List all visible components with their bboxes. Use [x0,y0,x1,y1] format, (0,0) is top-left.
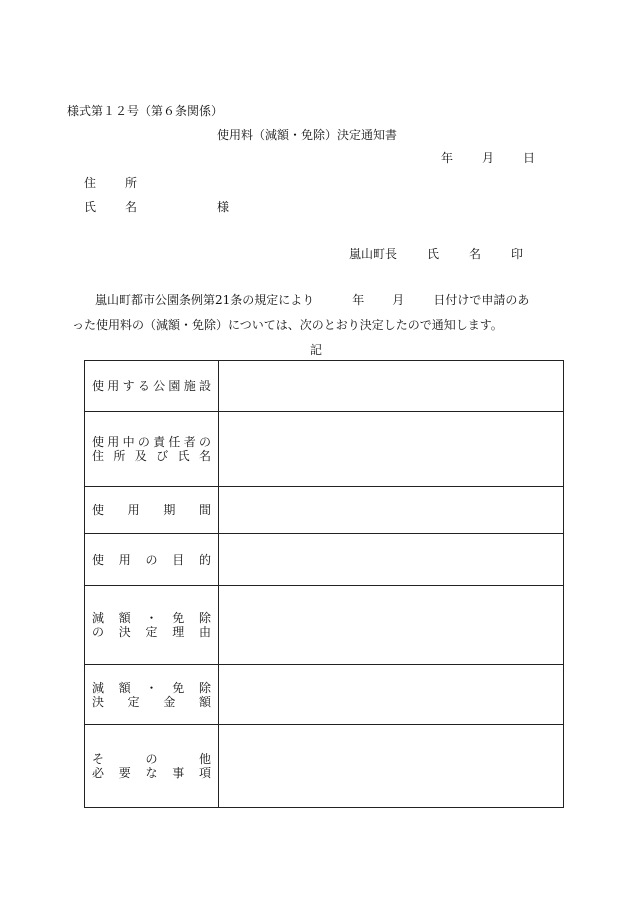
row-label [85,553,218,567]
row-label-char: の [137,435,150,449]
row-label-char: 項 [198,766,211,780]
row-label-cell [85,534,219,586]
row-label-char: 他 [198,752,211,766]
row-label-char: 使 [92,503,105,517]
row-label-line [85,449,218,463]
row-label-char: 氏 [177,449,190,463]
row-label-char: び [156,449,169,463]
date-year: 年 [441,151,454,165]
row-label-char: の [145,752,158,766]
body-line-1 [95,293,529,307]
honorific: 様 [217,200,230,214]
row-label-char: 定 [127,694,140,709]
row-label-char: 減 [92,611,105,625]
body-year: 年 [352,293,365,307]
name-label-char: 名 [125,200,138,214]
row-label-char: 的 [198,552,211,567]
row-label-char: 施 [183,379,196,393]
row-label-char: ・ [145,611,158,625]
row-label-char: の [198,435,211,449]
row-label-char: 由 [198,625,211,639]
issuer-title: 嵐山町長 [349,247,398,261]
row-value-cell[interactable] [219,534,564,586]
row-label-char: 決 [118,625,131,639]
row-label-char: 決 [92,694,105,709]
row-label [85,681,218,709]
table-row [85,665,564,725]
row-value-cell[interactable] [219,412,564,487]
row-label-char: 要 [118,766,131,780]
table-row [85,412,564,487]
row-label-char: 責 [153,435,166,449]
row-label-char: 者 [183,435,196,449]
row-label-char: 使 [92,552,105,567]
row-label-char: 任 [168,435,181,449]
address-label-char: 住 [84,176,97,190]
row-label-char: の [145,552,158,567]
row-label-line [85,611,218,625]
issuer-name-char: 氏 [427,247,440,261]
decision-table [84,360,564,808]
row-label [85,435,218,463]
table-row [85,725,564,808]
table-row [85,361,564,412]
row-label-char: る [137,379,150,393]
row-label-line [85,681,218,695]
row-label-char: 金 [163,694,176,709]
row-label-line [85,766,218,780]
row-label-char: 理 [172,625,185,639]
recipient-name-row [84,200,229,214]
row-label-char: 免 [172,611,185,625]
row-label-char: 使 [92,379,105,393]
row-label-char: 間 [198,503,211,517]
document-title: 使用料（減額・免除）決定通知書 [217,128,398,142]
row-label-line [85,553,218,567]
row-label-char: 除 [198,611,211,625]
row-label-line [85,695,218,709]
row-label-char: 用 [107,435,120,449]
row-label-cell [85,725,219,808]
row-label-char: 用 [107,379,120,393]
row-label-char: 目 [172,552,185,567]
row-label-char: す [122,379,135,393]
address-label-char: 所 [125,176,138,190]
row-label-cell [85,586,219,665]
row-label-char: 除 [198,680,211,695]
row-label-cell [85,361,219,412]
row-label-char: の [92,625,105,639]
row-label-char: 期 [163,503,176,517]
row-label-char: 額 [198,694,211,709]
row-label-char: 住 [92,449,105,463]
row-label [85,503,218,517]
body-month: 月 [392,293,405,307]
row-label-line [85,435,218,449]
row-label-char: 額 [118,680,131,695]
issuer-name-char: 名 [469,247,482,261]
recipient-address-row [84,176,137,190]
row-label-cell [85,665,219,725]
issuer-line [349,247,523,261]
row-label-char: 免 [172,680,185,695]
row-label-line [85,752,218,766]
table-body [85,361,564,808]
row-label-char: 用 [127,503,140,517]
row-label-char: 必 [92,766,105,780]
body-text: 嵐山町都市公園条例第21条の規定により [95,293,315,307]
row-label-char: 減 [92,680,105,695]
row-label-cell [85,487,219,534]
row-label [85,611,218,639]
ki-heading: 記 [310,343,323,357]
row-label-char: 用 [118,552,131,567]
table-row [85,534,564,586]
row-label-char: 公 [153,379,166,393]
row-label [85,752,218,780]
row-label-char: な [145,766,158,780]
row-label-char: 定 [145,625,158,639]
row-value-cell[interactable] [219,665,564,725]
row-label-char: 設 [198,379,211,393]
body-text: 日付けで申請のあ [433,293,530,307]
row-label-char: 額 [118,611,131,625]
row-label-char: 所 [113,449,126,463]
date-month: 月 [482,151,495,165]
row-label-line [85,625,218,639]
row-label-line [85,503,218,517]
row-label-char: 園 [168,379,181,393]
row-label-char: そ [92,752,105,766]
table-row [85,487,564,534]
table-row [85,586,564,665]
row-label-char: 及 [134,449,147,463]
date-day: 日 [523,151,536,165]
date-line [441,151,535,165]
row-label-char: 名 [198,449,211,463]
row-value-cell[interactable] [219,361,564,412]
row-value-cell[interactable] [219,725,564,808]
row-label-char: 事 [172,766,185,780]
row-label-cell [85,412,219,487]
form-number: 様式第１２号（第６条関係） [67,104,224,118]
row-value-cell[interactable] [219,487,564,534]
body-line-2: った使用料の（減額・免除）については、次のとおり決定したので通知します。 [72,318,503,332]
row-label-char: 使 [92,435,105,449]
name-label-char: 氏 [84,200,97,214]
row-label-line [85,379,218,393]
row-value-cell[interactable] [219,586,564,665]
row-label-char: ・ [145,680,158,695]
row-label-char: 中 [122,435,135,449]
row-label [85,379,218,393]
seal-mark: 印 [511,247,524,261]
